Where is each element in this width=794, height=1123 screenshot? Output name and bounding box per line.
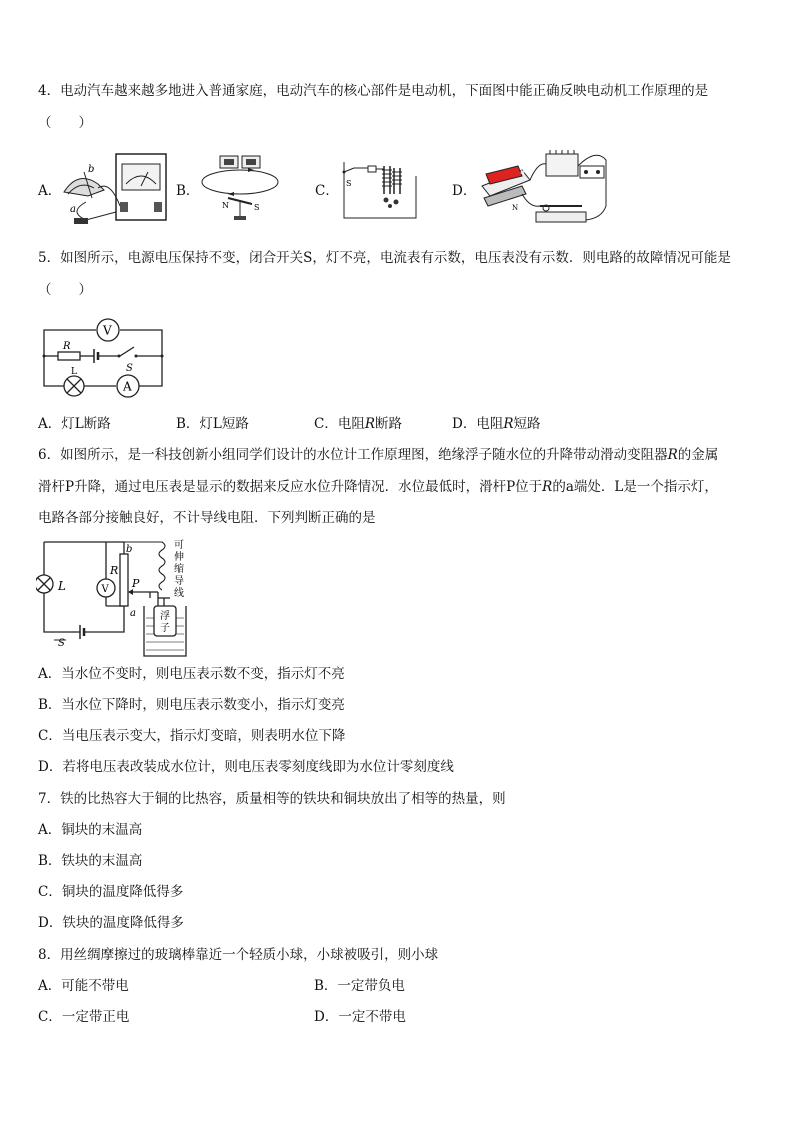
q6-float-char-1: 浮: [160, 611, 170, 622]
q4-figure-d: [476, 146, 610, 236]
q6-end-b-label: b: [126, 544, 133, 555]
q6-line-1-post: 的金属: [677, 447, 719, 463]
q5-option-d-pre: D．电阻: [452, 416, 504, 432]
q5-option-a: A．灯L断路: [38, 416, 111, 432]
q5-resistor-label: R: [63, 341, 71, 352]
q6-lamp-label: L: [58, 579, 66, 593]
q4-figure-b: [198, 152, 282, 224]
q6-wire-char-3: 缩: [174, 564, 184, 575]
q5-option-c-r: R: [364, 416, 376, 432]
q5-option-c: [314, 415, 402, 433]
q4-paren: （ ）: [38, 115, 92, 131]
q6-option-b: B．当水位下降时，则电压表示数变小，指示灯变亮: [38, 697, 345, 713]
q5-option-c-post: 断路: [375, 416, 403, 432]
q5-option-b: B．灯L短路: [176, 416, 249, 432]
q6-line-1: [38, 446, 718, 464]
q4-d-label-s: S: [520, 168, 525, 176]
q6-line-1-r: R: [667, 447, 678, 463]
q7-option-a: A．铜块的末温高: [38, 822, 143, 838]
q4-option-d: D．: [452, 183, 477, 199]
q5-ammeter-label: A: [123, 379, 132, 394]
q5-option-d: [452, 415, 541, 433]
q6-option-a: A．当水位不变时，则电压表示数不变，指示灯不亮: [38, 666, 345, 682]
q4-stem: 4．电动汽车越来越多地进入普通家庭，电动汽车的核心部件是电动机，下面图中能正确反映电动机工作原理的是: [38, 83, 709, 99]
q5-circuit-figure: [38, 316, 168, 398]
q4-figure-c: [338, 156, 420, 220]
q6-float-char-2: 子: [160, 623, 170, 634]
q6-water-level-figure: [36, 536, 196, 660]
q8-option-a: A．可能不带电: [38, 978, 129, 994]
q7-option-b: B．铁块的末温高: [38, 853, 143, 869]
q8-option-c: C．一定带正电: [38, 1009, 130, 1025]
q4-b-label-n: N: [222, 201, 229, 210]
q5-stem: 5．如图所示，电源电压保持不变，闭合开关S，灯不亮，电流表有示数，电压表没有示数．则电路的故障情况可能是: [38, 250, 731, 266]
q6-rheostat-label: R: [110, 564, 119, 577]
q6-line-1-pre: 6．如图所示，是一科技创新小组同学们设计的水位计工作原理图，绝缘浮子随水位的升降带动滑动变阻器: [38, 447, 668, 463]
q4-a-label-b: b: [88, 164, 95, 175]
q6-wire-label: [174, 539, 184, 599]
q7-stem: 7．铁的比热容大于铜的比热容，质量相等的铁块和铜块放出了相等的热量，则: [38, 791, 506, 807]
q4-a-label-a: a: [70, 204, 76, 215]
q6-line-3: 电路各部分接触良好，不计导线电阻．下列判断正确的是: [38, 510, 376, 526]
q5-lamp-label: L: [71, 367, 77, 377]
q5-option-d-r: R: [503, 416, 514, 432]
q6-option-d: D．若将电压表改装成水位计，则电压表零刻度线即为水位计零刻度线: [38, 759, 454, 775]
q6-line-2-pre: 滑杆P升降，通过电压表是显示的数据来反应水位升降情况．水位最低时，滑杆P位于: [38, 479, 543, 495]
q4-option-c: C．: [315, 183, 339, 199]
q5-option-c-pre: C．电阻: [314, 416, 365, 432]
q8-stem: 8．用丝绸摩擦过的玻璃棒靠近一个轻质小球，小球被吸引，则小球: [38, 947, 439, 963]
q8-option-b: B．一定带负电: [314, 978, 405, 994]
q6-option-c: C．当电压表示变大，指示灯变暗，则表明水位下降: [38, 728, 346, 744]
q5-switch-label: S: [126, 363, 133, 374]
q4-figure-a: [58, 150, 170, 230]
q8-option-d: D．一定不带电: [314, 1009, 406, 1025]
q4-option-a: A．: [38, 183, 62, 199]
q6-wire-char-4: 导: [174, 576, 184, 587]
q6-wire-char-2: 伸: [174, 552, 184, 563]
q7-option-c: C．铜块的温度降低得多: [38, 884, 184, 900]
q4-c-label-s: S: [346, 179, 352, 188]
q6-slider-label: P: [132, 577, 140, 590]
q5-paren: （ ）: [38, 282, 92, 298]
q5-option-d-post: 短路: [513, 416, 541, 432]
q4-d-label-n: N: [512, 204, 519, 212]
q4-option-b: B．: [176, 183, 200, 199]
q6-line-2-post: 的a端处．L是一个指示灯，: [552, 479, 718, 495]
q6-wire-char-5: 线: [174, 588, 184, 599]
q6-wire-char-1: 可: [174, 540, 184, 551]
q5-voltmeter-label: V: [103, 323, 112, 338]
q4-b-label-s: S: [254, 203, 260, 212]
q6-voltmeter-label: V: [101, 584, 109, 595]
q6-line-2: [38, 478, 718, 496]
q6-switch-label: S: [58, 638, 65, 649]
q6-line-2-r: R: [542, 479, 553, 495]
q7-option-d: D．铁块的温度降低得多: [38, 915, 184, 931]
q6-end-a-label: a: [130, 608, 136, 619]
